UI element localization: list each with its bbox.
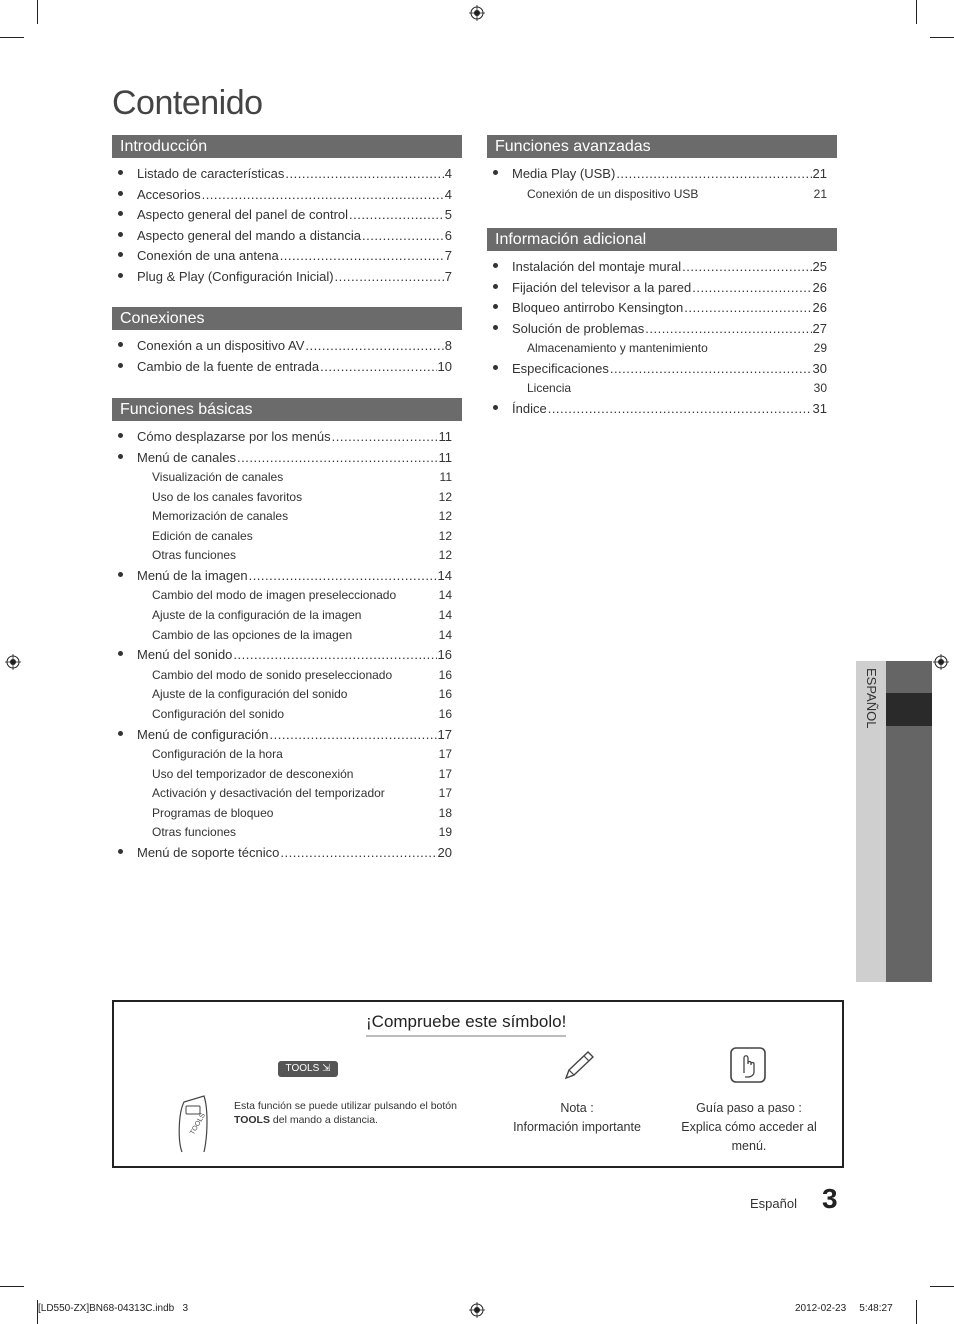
- toc-entry-page: 29: [813, 341, 827, 356]
- toc-entry[interactable]: [112, 449, 462, 470]
- toc-entry[interactable]: [112, 844, 462, 865]
- toc-entry-label: Cambio del modo de sonido preseleccionado: [152, 667, 393, 682]
- bullet-icon: [118, 849, 123, 854]
- toc-section: [112, 398, 462, 865]
- bullet-icon: [493, 325, 498, 330]
- toc-left-column: [112, 135, 462, 865]
- tools-badge-icon: TOOLS ⇲: [278, 1061, 338, 1077]
- toc-subentry[interactable]: [112, 607, 462, 627]
- toc-entry-page: 27: [812, 320, 827, 336]
- crop-mark: [0, 1286, 24, 1287]
- tools-description-text-2: del mando a distancia.: [269, 1114, 378, 1126]
- tools-badge-label: TOOLS: [285, 1063, 320, 1074]
- toc-subentry[interactable]: [487, 380, 837, 400]
- bullet-icon: [118, 342, 123, 347]
- toc-section: [112, 135, 462, 288]
- registration-mark-icon: [469, 5, 485, 21]
- toc-entry-label: Licencia: [527, 381, 572, 396]
- toc-list: [112, 337, 462, 378]
- toc-entry-page: 4: [444, 186, 452, 202]
- toc-subentry[interactable]: [112, 469, 462, 489]
- toc-entry-label: Configuración del sonido: [152, 706, 285, 721]
- toc-subentry[interactable]: [112, 766, 462, 786]
- toc-subentry[interactable]: [112, 686, 462, 706]
- bullet-icon: [118, 170, 123, 175]
- toc-entry-page: 16: [438, 706, 452, 721]
- toc-entry-label: Menú de canales: [137, 449, 237, 465]
- dot-leader: [692, 280, 811, 295]
- toc-entry-page: 8: [444, 338, 452, 353]
- toc-entry-label: Accesorios: [137, 186, 201, 202]
- dot-leader: [616, 166, 811, 181]
- dot-leader: [320, 359, 436, 374]
- bullet-icon: [118, 651, 123, 656]
- toc-entry-page: 4: [444, 166, 452, 181]
- crop-mark: [930, 37, 954, 38]
- toc-entry[interactable]: [112, 726, 462, 747]
- crop-mark: [930, 1286, 954, 1287]
- bullet-icon: [118, 252, 123, 257]
- dot-leader: [645, 321, 811, 336]
- toc-entry-label: Bloqueo antirrobo Kensington: [512, 300, 684, 316]
- bullet-icon: [118, 191, 123, 196]
- toc-entry-page: 10: [437, 358, 452, 374]
- crop-mark: [37, 0, 38, 24]
- page-title: Contenido: [112, 84, 263, 122]
- remote-tools-button-icon: [174, 1094, 214, 1154]
- bullet-icon: [493, 263, 498, 268]
- toc-entry-label: Cambio de las opciones de la imagen: [152, 627, 353, 642]
- bullet-icon: [118, 363, 123, 368]
- toc-entry-page: 31: [812, 400, 827, 416]
- toc-subentry[interactable]: [112, 627, 462, 647]
- toc-section: [112, 307, 462, 378]
- toc-entry-page: 17: [437, 726, 452, 742]
- remote-tools-label: TOOLS: [189, 1112, 208, 1137]
- toc-entry-label: Uso del temporizador de desconexión: [152, 766, 354, 781]
- toc-subentry[interactable]: [112, 706, 462, 726]
- toc-entry-page: 18: [438, 805, 452, 820]
- bullet-icon: [493, 365, 498, 370]
- toc-entry-page: 11: [438, 449, 452, 465]
- toc-subentry[interactable]: [112, 746, 462, 766]
- bullet-icon: [493, 405, 498, 410]
- toc-entry-page: 21: [812, 166, 827, 181]
- toc-entry-label: Uso de los canales favoritos: [152, 489, 303, 504]
- toc-entry-page: 11: [439, 470, 452, 484]
- bullet-icon: [118, 454, 123, 459]
- toc-entry-label: Visualización de canales: [152, 470, 284, 484]
- toc-list: [112, 165, 462, 288]
- toc-right-column: [487, 135, 837, 420]
- imprint-timestamp: 2012-02-23 5:48:27: [795, 1303, 893, 1314]
- toc-entry-page: 17: [438, 786, 452, 801]
- toc-entry-label: Fijación del televisor a la pared: [512, 279, 692, 295]
- toc-entry-label: Aspecto general del mando a distancia: [137, 227, 362, 243]
- toc-section-heading: Introducción: [112, 135, 462, 158]
- toc-entry-label: Programas de bloqueo: [152, 805, 274, 820]
- toc-entry-page: 6: [444, 227, 452, 243]
- toc-entry[interactable]: [487, 165, 837, 186]
- toc-subentry[interactable]: [112, 805, 462, 825]
- toc-entry[interactable]: [112, 337, 462, 358]
- toc-entry-page: 14: [438, 588, 452, 603]
- bullet-icon: [118, 232, 123, 237]
- toc-entry-page: 14: [438, 608, 452, 623]
- toc-entry[interactable]: [112, 567, 462, 588]
- toc-entry[interactable]: [112, 206, 462, 227]
- symbol-legend-box: [112, 1000, 844, 1168]
- toc-entry-label: Cómo desplazarse por los menús: [137, 429, 331, 444]
- toc-subentry[interactable]: [112, 508, 462, 528]
- toc-entry-page: 21: [813, 186, 827, 201]
- toc-entry-label: Almacenamiento y mantenimiento: [527, 341, 708, 356]
- side-tab-label: ESPAÑOL: [864, 668, 879, 729]
- toc-entry-label: Listado de características: [137, 166, 285, 181]
- toc-entry-label: Índice: [512, 400, 547, 416]
- dot-leader: [362, 228, 444, 243]
- tools-description: [234, 1099, 474, 1127]
- registration-mark-icon: [5, 654, 21, 670]
- toc-entry[interactable]: [112, 247, 462, 268]
- toc-entry[interactable]: [112, 358, 462, 379]
- toc-entry[interactable]: [112, 165, 462, 186]
- registration-mark-icon: [933, 654, 949, 670]
- bullet-icon: [493, 284, 498, 289]
- toc-list: [112, 428, 462, 865]
- dot-leader: [285, 166, 443, 181]
- note-title: Nota :: [560, 1101, 594, 1115]
- toc-subentry[interactable]: [112, 489, 462, 509]
- toc-entry-label: Conexión a un dispositivo AV: [137, 338, 305, 353]
- toc-entry-page: 19: [438, 825, 452, 840]
- bullet-icon: [118, 273, 123, 278]
- toc-entry[interactable]: [487, 320, 837, 341]
- toc-subentry[interactable]: [112, 587, 462, 607]
- dot-leader: [610, 361, 812, 376]
- toc-section: [487, 135, 837, 205]
- dot-leader: [684, 300, 811, 315]
- registration-mark-icon: [469, 1302, 485, 1318]
- guide-legend: [669, 1099, 829, 1156]
- dot-leader: [332, 429, 438, 444]
- toc-entry-page: 7: [444, 268, 452, 284]
- toc-entry-page: 30: [813, 381, 827, 396]
- crop-mark: [0, 37, 24, 38]
- toc-entry-label: Otras funciones: [152, 825, 237, 840]
- toc-subentry[interactable]: [487, 340, 837, 360]
- crop-mark: [916, 1300, 917, 1324]
- note-text: Información importante: [513, 1120, 641, 1134]
- toc-entry-label: Configuración de la hora: [152, 747, 283, 762]
- toc-entry[interactable]: [112, 646, 462, 667]
- toc-entry-page: 26: [812, 279, 827, 295]
- toc-section-heading: Conexiones: [112, 307, 462, 330]
- toc-entry-label: Plug & Play (Configuración Inicial): [137, 268, 334, 284]
- toc-entry-page: 12: [438, 548, 452, 563]
- toc-entry[interactable]: [112, 186, 462, 207]
- toc-entry-label: Activación y desactivación del temporizador: [152, 786, 385, 801]
- toc-entry-page: 5: [444, 207, 452, 222]
- toc-entry-page: 26: [812, 300, 827, 316]
- toc-entry-label: Aspecto general del panel de control: [137, 207, 349, 222]
- toc-entry-page: 16: [438, 687, 452, 702]
- toc-entry-page: 14: [438, 627, 452, 642]
- toc-subentry[interactable]: [487, 186, 837, 206]
- toc-entry-label: Ajuste de la configuración del sonido: [152, 687, 348, 702]
- toc-subentry[interactable]: [112, 667, 462, 687]
- toc-subentry[interactable]: [112, 824, 462, 844]
- toc-section-heading: Información adicional: [487, 228, 837, 251]
- guide-title: Guía paso a paso :: [696, 1101, 802, 1115]
- footer-language: Español: [750, 1196, 797, 1211]
- toc-entry-label: Cambio del modo de imagen preseleccionado: [152, 588, 397, 603]
- dot-leader: [233, 647, 436, 662]
- dot-leader: [249, 568, 437, 583]
- toc-entry-page: 14: [437, 567, 452, 583]
- toc-entry-page: 25: [812, 259, 827, 275]
- dot-leader: [280, 248, 444, 263]
- toc-entry[interactable]: [487, 360, 837, 381]
- bullet-icon: [118, 572, 123, 577]
- toc-entry-page: 7: [444, 248, 452, 263]
- toc-section-heading: Funciones básicas: [112, 398, 462, 421]
- bullet-icon: [118, 211, 123, 216]
- bullet-icon: [493, 170, 498, 175]
- note-legend: [494, 1099, 660, 1137]
- bullet-icon: [493, 304, 498, 309]
- symbol-legend-title: ¡Compruebe este símbolo!: [366, 1012, 566, 1037]
- toc-subentry[interactable]: [112, 528, 462, 548]
- toc-entry-label: Media Play (USB): [512, 166, 616, 181]
- toc-subentry[interactable]: [112, 547, 462, 567]
- toc-entry[interactable]: [487, 279, 837, 300]
- guide-text: Explica cómo acceder al menú.: [681, 1120, 817, 1153]
- bullet-icon: [118, 731, 123, 736]
- toc-entry-label: Menú de configuración: [137, 726, 269, 742]
- toc-entry[interactable]: [112, 268, 462, 289]
- toc-entry-page: 12: [438, 509, 452, 524]
- toc-entry-page: 16: [437, 647, 452, 663]
- tools-description-bold: TOOLS: [234, 1114, 270, 1126]
- page-number: 3: [822, 1183, 838, 1214]
- dot-leader: [335, 269, 444, 284]
- toc-entry-label: Especificaciones: [512, 360, 609, 376]
- side-tab-marker: [886, 693, 932, 726]
- toc-entry[interactable]: [112, 428, 462, 449]
- toc-entry-label: Conexión de una antena: [137, 248, 279, 263]
- toc-entry-label: Conexión de un dispositivo USB: [527, 186, 699, 201]
- toc-entry-label: Edición de canales: [152, 528, 253, 543]
- toc-section-heading: Funciones avanzadas: [487, 135, 837, 158]
- dot-leader: [237, 450, 437, 465]
- toc-entry-label: Solución de problemas: [512, 320, 645, 336]
- toc-entry[interactable]: [487, 299, 837, 320]
- toc-entry-page: 17: [438, 747, 452, 762]
- toc-subentry[interactable]: [112, 785, 462, 805]
- dot-leader: [349, 207, 444, 222]
- toc-entry-page: 12: [438, 528, 452, 543]
- dot-leader: [548, 401, 812, 416]
- imprint-file: [LD550-ZX]BN68-04313C.indb 3: [38, 1303, 189, 1314]
- dot-leader: [202, 187, 444, 202]
- toc-section: [487, 228, 837, 420]
- toc-entry-page: 17: [438, 766, 452, 781]
- toc-entry[interactable]: [487, 258, 837, 279]
- crop-mark: [916, 0, 917, 24]
- toc-entry-label: Otras funciones: [152, 548, 237, 563]
- toc-entry-page: 20: [437, 845, 452, 860]
- note-pencil-icon: [560, 1048, 596, 1084]
- toc-entry-label: Cambio de la fuente de entrada: [137, 358, 320, 374]
- toc-entry-label: Memorización de canales: [152, 509, 289, 524]
- dot-leader: [270, 727, 437, 742]
- toc-entry-label: Ajuste de la configuración de la imagen: [152, 608, 362, 623]
- toc-entry-label: Menú del sonido: [137, 647, 233, 663]
- bullet-icon: [118, 433, 123, 438]
- toc-entry-label: Instalación del montaje mural: [512, 259, 682, 275]
- toc-entry[interactable]: [112, 227, 462, 248]
- toc-entry-page: 16: [438, 667, 452, 682]
- dot-leader: [305, 338, 443, 353]
- toc-entry-label: Menú de la imagen: [137, 567, 248, 583]
- toc-entry-label: Menú de soporte técnico: [137, 845, 280, 860]
- toc-entry-page: 11: [438, 429, 452, 444]
- tools-description-text: Esta función se puede utilizar pulsando el botón: [234, 1100, 457, 1112]
- toc-list: [487, 258, 837, 420]
- step-guide-hand-icon: [729, 1046, 767, 1084]
- toc-entry-page: 12: [438, 489, 452, 504]
- toc-list: [487, 165, 837, 205]
- toc-entry-page: 30: [812, 360, 827, 376]
- dot-leader: [682, 259, 811, 274]
- dot-leader: [280, 845, 436, 860]
- toc-entry[interactable]: [487, 400, 837, 421]
